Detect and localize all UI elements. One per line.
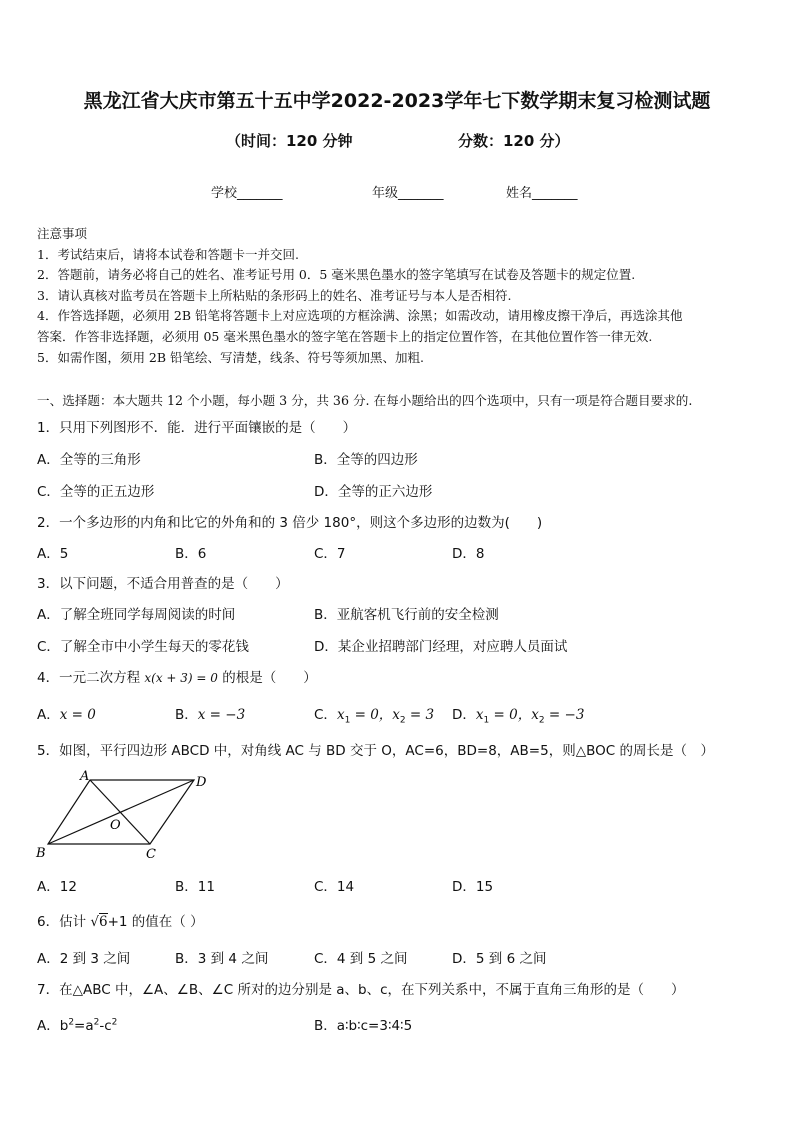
q4-a-value: x = 0 [59, 707, 96, 723]
question-5: 5．如图，平行四边形 ABCD 中，对角线 AC 与 BD 交于 O，AC=6，BD=8，AB=5，则△BOC 的周长是（ ） [37, 743, 714, 759]
question-6 [37, 910, 204, 930]
question-2: 2．一个多边形的内角和比它的外角和的 3 倍少 180°，则这个多边形的边数为( ) [37, 515, 543, 531]
notice-item: 3．请认真核对监考员在答题卡上所粘贴的条形码上的姓名、准考证号与本人是否相符. [37, 288, 512, 303]
q4-stem-pre: 4．一元二次方程 [37, 670, 145, 686]
notice-item: 4．作答选择题，必须用 2B 铅笔将答题卡上对应选项的方框涂满、涂黑；如需改动，请用橡皮擦干净后，再选涂其他 [37, 308, 683, 323]
q4-c-eq0: = 0， [350, 707, 393, 723]
q4-c-sub1: 1 [344, 715, 351, 726]
q5-option-a: A．12 [37, 879, 77, 895]
notice-item: 答案．作答非选择题，必须用 05 毫米黑色墨水的签字笔在答题卡上的指定位置作答，在其他位置作答一律无效. [37, 329, 653, 344]
vertex-c-label: C [146, 847, 156, 862]
exam-title: 黑龙江省大庆市第五十五中学2022-2023学年七下数学期末复习检测试题 [83, 90, 711, 112]
section-heading: 一、选择题：本大题共 12 个小题，每小题 3 分，共 36 分. 在每小题给出的四个选项中，只有一项是符合题目要求的. [37, 393, 693, 408]
vertex-a-label: A [80, 769, 90, 784]
q6-option-d: D．5 到 6 之间 [452, 951, 547, 967]
q7-a-sup1: 2 [68, 1017, 75, 1028]
school-field: 学校_______ [211, 186, 283, 201]
q7-a-pre: A．b [37, 1018, 69, 1034]
q4-d-eqm3: = −3 [544, 707, 585, 723]
q3-option-d: D．某企业招聘部门经理，对应聘人员面试 [314, 639, 568, 655]
q4-stem-post: 的根是（ ） [217, 670, 317, 686]
q4-c-sub2: 2 [399, 715, 406, 726]
q1-option-d: D．全等的正六边形 [314, 484, 433, 500]
q4-d-label: D． [452, 707, 476, 723]
q5-option-c: C．14 [314, 879, 355, 895]
sqrt-icon: √ [90, 914, 99, 930]
q4-c-x1: x [336, 707, 345, 723]
grade-field: 年级_______ [372, 186, 444, 201]
q7-a-mid2: -c [99, 1018, 112, 1034]
q4-d-sub2: 2 [538, 715, 545, 726]
q2-option-c: C．7 [314, 546, 346, 562]
q4-d-sub1: 1 [483, 715, 490, 726]
q4-c-x2: x [392, 707, 400, 723]
q4-option-a [37, 703, 96, 723]
q5-option-b: B．11 [175, 879, 215, 895]
q6-stem-pre: 6．估计 [37, 914, 91, 930]
vertex-b-label: B [36, 846, 46, 861]
q5-option-d: D．15 [452, 879, 494, 895]
q7-option-a [37, 1014, 117, 1034]
parallelogram-figure [32, 768, 222, 863]
q7-option-b: B．a∶b∶c=3∶4∶5 [314, 1018, 413, 1034]
q4-b-label: B． [175, 707, 198, 723]
q6-option-a: A．2 到 3 之间 [37, 951, 131, 967]
exam-time: （时间：120 分钟 [226, 132, 353, 150]
q4-d-x2: x [531, 707, 539, 723]
notice-heading: 注意事项 [37, 226, 88, 241]
q1-option-b: B．全等的四边形 [314, 452, 418, 468]
center-o-label: O [110, 818, 121, 833]
question-1: 1．只用下列图形不．能．进行平面镶嵌的是（ ） [37, 420, 357, 436]
q6-option-b: B．3 到 4 之间 [175, 951, 269, 967]
q4-c-label: C． [314, 707, 337, 723]
q6-option-c: C．4 到 5 之间 [314, 951, 408, 967]
exam-score: 分数：120 分） [458, 132, 570, 150]
q3-option-b: B．亚航客机飞行前的安全检测 [314, 607, 499, 623]
q6-stem-post: +1 的值在（ ） [107, 914, 204, 930]
question-3: 3．以下问题，不适合用普查的是（ ） [37, 576, 289, 592]
notice-item: 5．如需作图，须用 2B 铅笔绘、写清楚，线条、符号等须加黑、加粗. [37, 350, 425, 365]
q4-option-b [175, 703, 245, 723]
q4-b-value: x = −3 [197, 707, 246, 723]
q7-a-sup2: 2 [93, 1017, 100, 1028]
vertex-d-label: D [196, 775, 207, 790]
q6-radicand: 6 [99, 914, 108, 930]
q2-option-b: B．6 [175, 546, 207, 562]
q4-c-eq3: = 3 [405, 707, 435, 723]
q1-option-c: C．全等的正五边形 [37, 484, 155, 500]
q4-d-eq0: = 0， [489, 707, 532, 723]
q4-d-x1: x [475, 707, 484, 723]
q4-option-d [452, 703, 584, 726]
question-4 [37, 666, 317, 686]
q3-option-c: C．了解全市中小学生每天的零花钱 [37, 639, 249, 655]
name-field: 姓名_______ [506, 186, 578, 201]
q4-a-label: A． [37, 707, 60, 723]
q1-option-a: A．全等的三角形 [37, 452, 141, 468]
notice-item: 2．答题前，请务必将自己的姓名、准考证号用 0．5 毫米黑色墨水的签字笔填写在试卷及答题卡的规定位置. [37, 267, 636, 282]
q3-option-a: A．了解全班同学每周阅读的时间 [37, 607, 236, 623]
q2-option-a: A．5 [37, 546, 69, 562]
q4-option-c [314, 703, 434, 726]
q2-option-d: D．8 [452, 546, 485, 562]
q7-a-mid: =a [74, 1018, 94, 1034]
q4-equation: x(x + 3) = 0 [144, 671, 218, 685]
q7-a-sup3: 2 [111, 1017, 118, 1028]
notice-item: 1．考试结束后，请将本试卷和答题卡一并交回. [37, 247, 299, 262]
question-7: 7．在△ABC 中，∠A、∠B、∠C 所对的边分别是 a、b、c，在下列关系中，不属于直角三角形的是（ ） [37, 982, 685, 998]
